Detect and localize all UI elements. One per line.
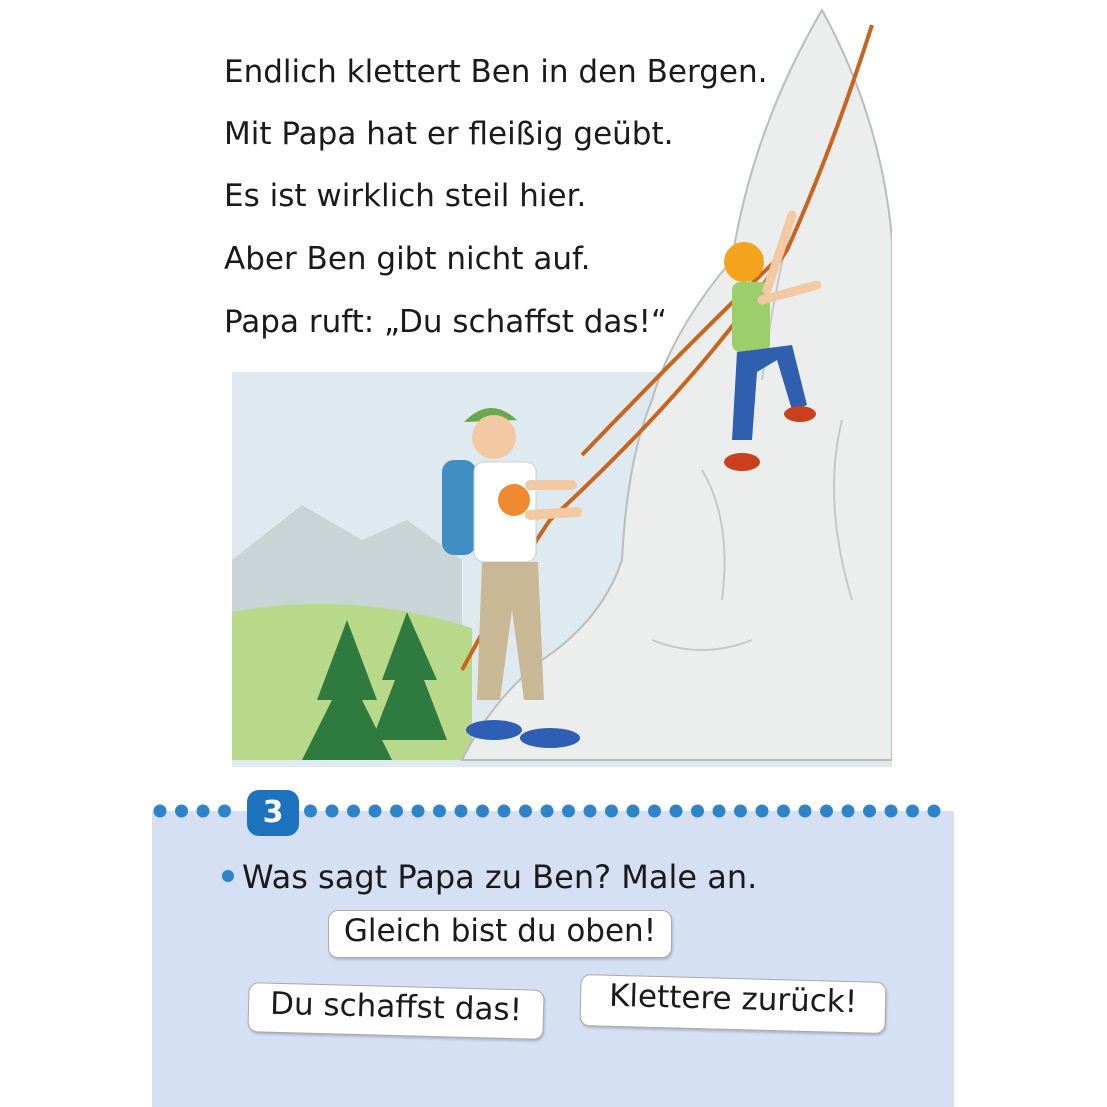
divider-dot [734, 805, 747, 818]
divider-dot [562, 805, 575, 818]
divider-dot [433, 805, 446, 818]
divider-dot [820, 805, 833, 818]
divider-dot [627, 805, 640, 818]
divider-dot [842, 805, 855, 818]
divider-dot [605, 805, 618, 818]
question-text: Was sagt Papa zu Ben? Male an. [242, 858, 758, 896]
story-line: Mit Papa hat er fleißig geübt. [224, 116, 674, 152]
divider-dot [154, 805, 167, 818]
divider-dot [347, 805, 360, 818]
exercise-panel [152, 810, 954, 1107]
divider-dot [584, 805, 597, 818]
divider-dot [519, 805, 532, 818]
divider-dot [326, 805, 339, 818]
divider-dot [670, 805, 683, 818]
divider-dot [799, 805, 812, 818]
divider-dot [777, 805, 790, 818]
story-line: Papa ruft: „Du schaffst das!“ [224, 304, 668, 340]
bullet-icon [222, 870, 234, 882]
divider-dot [498, 805, 511, 818]
divider-dot [369, 805, 382, 818]
divider-dot [455, 805, 468, 818]
divider-dot [885, 805, 898, 818]
answer-option-du-schaffst-das[interactable]: Du schaffst das! [247, 982, 544, 1040]
divider-dot [648, 805, 661, 818]
divider-dot [197, 805, 210, 818]
divider-dot [928, 805, 941, 818]
story-line: Endlich klettert Ben in den Bergen. [224, 54, 768, 90]
divider-dot [713, 805, 726, 818]
divider-dot [756, 805, 769, 818]
divider-dot [175, 805, 188, 818]
answer-option-gleich-bist-du-oben[interactable]: Gleich bist du oben! [328, 910, 672, 958]
divider-dot [541, 805, 554, 818]
divider-dot [304, 805, 317, 818]
divider-dot [412, 805, 425, 818]
divider-dot [691, 805, 704, 818]
divider-dot [906, 805, 919, 818]
divider-dot [390, 805, 403, 818]
exercise-question [222, 856, 757, 898]
story-line: Es ist wirklich steil hier. [224, 178, 587, 214]
divider-dot [218, 805, 231, 818]
answer-option-klettere-zurueck[interactable]: Klettere zurück! [579, 974, 886, 1034]
divider-dot [476, 805, 489, 818]
story-line: Aber Ben gibt nicht auf. [224, 241, 591, 277]
exercise-number-badge: 3 [247, 790, 299, 836]
divider-dot [863, 805, 876, 818]
